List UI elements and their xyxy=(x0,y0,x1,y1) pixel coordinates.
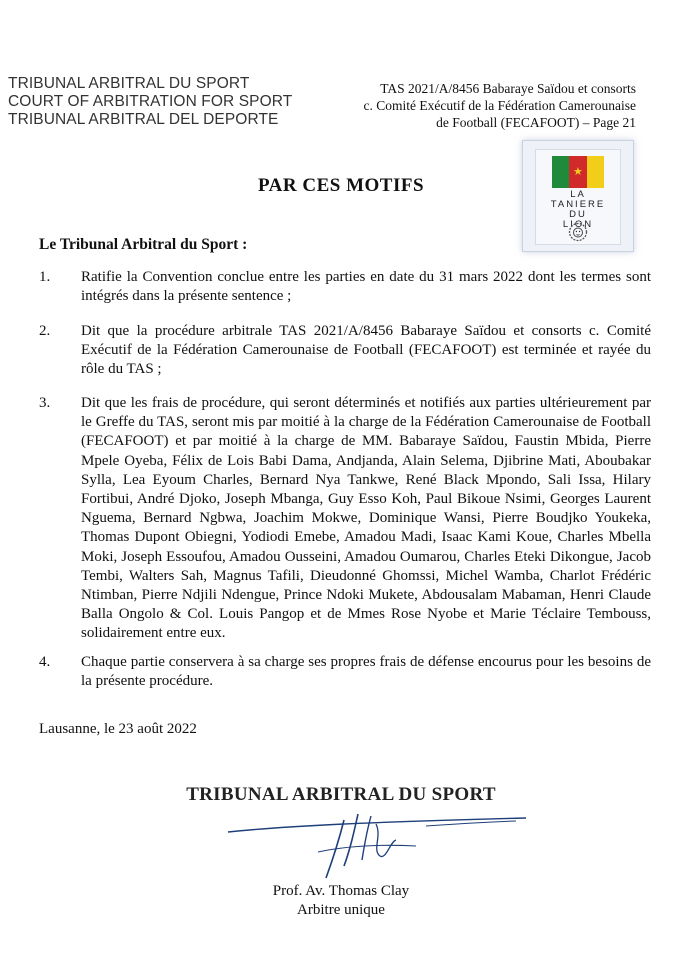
ruling-item-4 xyxy=(39,653,651,691)
logo-text-line: DU xyxy=(569,209,587,220)
logo-text-line: TANIERE xyxy=(550,199,606,210)
header-line-en: COURT OF ARBITRATION FOR SPORT xyxy=(8,93,293,110)
logo-card xyxy=(535,149,621,245)
lion-icon xyxy=(568,222,588,242)
signature-institution: TRIBUNAL ARBITRAL DU SPORT xyxy=(186,784,496,805)
logo-text-line: LION xyxy=(562,219,594,230)
signer-name: Prof. Av. Thomas Clay xyxy=(272,883,410,899)
item-number: 1. xyxy=(39,269,51,285)
case-reference xyxy=(363,80,636,131)
place-date: Lausanne, le 23 août 2022 xyxy=(39,721,197,737)
case-ref-line: c. Comité Exécutif de la Fédération Camerounaise xyxy=(363,98,636,113)
signer-role: Arbitre unique xyxy=(297,902,385,918)
item-text: Chaque partie conservera à sa charge ses propres frais de défense encourus pour les besoins de la présente procédure. xyxy=(81,654,651,690)
ruling-item-3 xyxy=(39,394,651,644)
ruling-item-2 xyxy=(39,322,651,380)
item-number: 4. xyxy=(39,654,51,670)
item-number: 2. xyxy=(39,323,51,339)
tribunal-header xyxy=(8,75,292,129)
item-text: Ratifie la Convention conclue entre les parties en date du 31 mars 2022 dont les termes sont intégrés dans la présente sentence ; xyxy=(81,269,651,305)
case-ref-line: de Football (FECAFOOT) – Page 21 xyxy=(436,115,636,130)
header-line-fr: TRIBUNAL ARBITRAL DU SPORT xyxy=(8,75,250,92)
page-title: PAR CES MOTIFS xyxy=(257,175,425,196)
item-text: Dit que la procédure arbitrale TAS 2021/A/8456 Babaraye Saïdou et consorts c. Comité Exécutif de la Fédération Camerounaise de Football (FECAFOOT) est terminée et rayée du rôle du TAS ; xyxy=(81,323,651,378)
ruling-item-1 xyxy=(39,268,651,306)
case-ref-line: TAS 2021/A/8456 Babaraye Saïdou et consorts xyxy=(380,81,636,96)
signer-block xyxy=(0,882,682,920)
intro-heading: Le Tribunal Arbitral du Sport : xyxy=(39,236,248,253)
header-line-es: TRIBUNAL ARBITRAL DEL DEPORTE xyxy=(8,111,279,128)
item-text: Dit que les frais de procédure, qui seront déterminés et notifiés aux parties ultérieurement par le Greffe du TAS, seront mis par moitié à la charge de la Fédération Camerounaise de Football (FECAFOOT) et par moitié à la charge de MM. Babaraye Saïdou, Faustin Mbida, Pierre Mpele Oyeba, Félix de Lois Babi Dama, Andjanda, Alain Selema, Djibrine Mati, Aboubakar Sylla, Lea Eyoum Charles, Bernard Nya Tankwe, René Black Mpondo, Sali Issa, Hilary Fortibui, André Djoko, Joseph Mbanga, Guy Esso Koh, Paul Bikoue Nsimi, Georges Laurent Nguema, Bernard Ngbwa, Joachim Mokwe, Dominique Wansi, Pierre Boudjko Youkeka, Thomas Dupont Obiegni, Yodiodi Emebe, Amadou Madi, Isaac Kami Koue, Charles Mbella Moki, Joseph Essoufou, Amadou Ousseini, Amadou Oumarou, Charles Eteki Dikongue, Jacob Tembi, Walters Sah, Magnus Tafili, Dieudonné Ghomssi, Michel Wamba, Charlot Frédéric Ntimban, Pierre Ndjili Ndengue, Prince Ndoki Mukete, Abdousalam Mabaman, Henri Claude Balla Ongolo & Col. Louis Pangop et de Mmes Rose Nyobe et Marie Téclaire Tembouss, solidairement entre eux. xyxy=(81,395,651,642)
handwritten-signature xyxy=(226,796,526,880)
logo-text-line: LA xyxy=(570,189,586,200)
item-number: 3. xyxy=(39,395,51,411)
